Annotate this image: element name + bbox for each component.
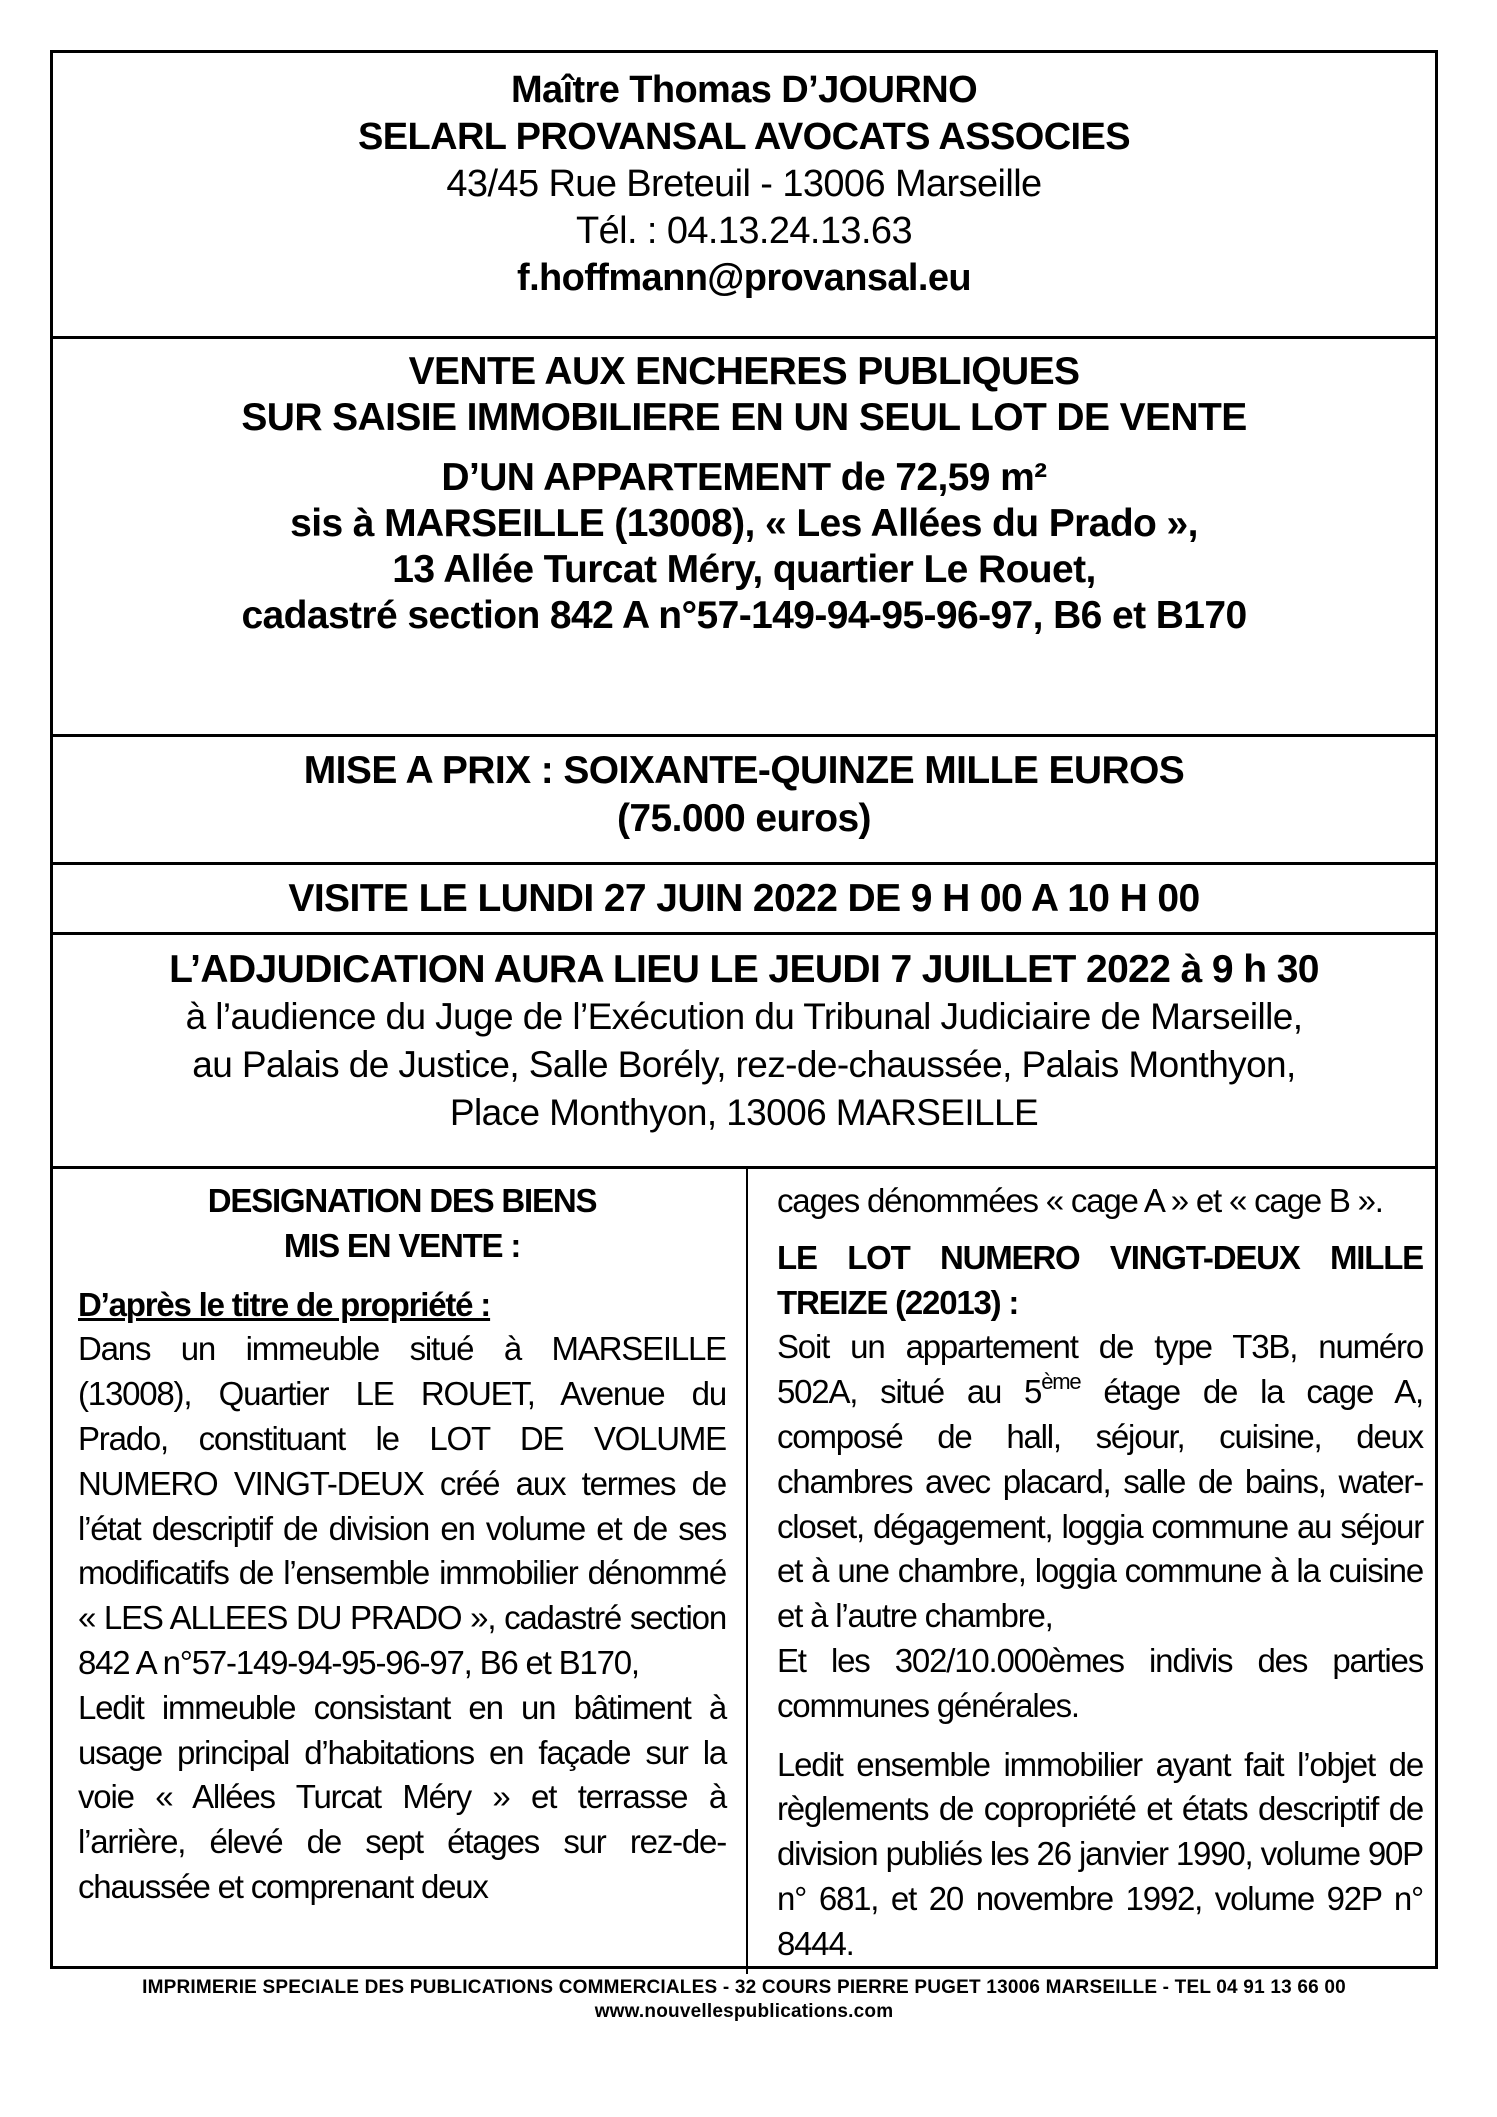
visit-date: VISITE LE LUNDI 27 JUIN 2022 DE 9 H 00 A 10 H 00 (288, 877, 1200, 920)
co-ownership-rules: Ledit ensemble immobilier ayant fait l’objet de règlements de copropriété et états descriptif de division publiés les 26 janvier 1990, volume 90P n° 681, et 20 novembre 1992, volume 92P n° 8444. (777, 1745, 1423, 1962)
firm-phone: Tél. : 04.13.24.13.63 (576, 210, 912, 252)
right-column (777, 1179, 1423, 1967)
building-description: Dans un immeuble situé à MARSEILLE (13008), Quartier LE ROUET, Avenue du Prado, constituant le LOT DE VOLUME NUMERO VINGT-DEUX créé aux termes de l’état descriptif de division en volume et de ses modificatifs de l’ensemble immobilier dénommé « LES ALLEES DU PRADO », cadastré section 842 A n°57-149-94-95-96-97, B6 et B170, (78, 1330, 726, 1681)
column-divider (746, 1169, 748, 1974)
property-desc-line3: 13 Allée Turcat Méry, quartier Le Rouet, (392, 548, 1096, 591)
adjudication-line2: au Palais de Justice, Salle Borély, rez-de-chaussée, Palais Monthyon, (192, 1044, 1296, 1085)
starting-price-amount: (75.000 euros) (617, 797, 871, 840)
building-composition-continued: cages dénommées « cage A » et « cage B ». (777, 1182, 1383, 1219)
sale-title-line1: VENTE AUX ENCHERES PUBLIQUES (408, 350, 1080, 393)
lot-shares: Et les 302/10.000èmes indivis des parties communes générales. (777, 1641, 1423, 1724)
printer-address: IMPRIMERIE SPECIALE DES PUBLICATIONS COMMERCIALES - 32 COURS PIERRE PUGET 13006 MARSEILLE - TEL 04 91 13 66 00 (142, 1977, 1346, 1998)
lot-description: Soit un appartement de type T3B, numéro 502A, situé au 5ème étage de la cage A, composé de hall, séjour, cuisine, deux chambres avec placard, salle de bains, water-closet, dégagement, loggia commune au séjour et à une chambre, loggia commune à la cuisine et à l’autre chambre, (777, 1328, 1423, 1635)
legal-notice-frame (50, 50, 1438, 1969)
designation-heading-line1: DESIGNATION DES BIENS (207, 1182, 597, 1219)
adjudication-title: L’ADJUDICATION AURA LIEU LE JEUDI 7 JUILLET 2022 à 9 h 30 (169, 948, 1319, 991)
designation-heading-line2: MIS EN VENTE : (283, 1226, 521, 1264)
designation-columns (53, 1169, 1435, 1974)
sale-title-line2: SUR SAISIE IMMOBILIERE EN UN SEUL LOT DE VENTE (241, 396, 1247, 439)
starting-price-words: MISE A PRIX : SOIXANTE-QUINZE MILLE EUROS (303, 749, 1185, 792)
starting-price-section (53, 737, 1435, 862)
left-column (78, 1179, 726, 1910)
property-desc-line1: D’UN APPARTEMENT de 72,59 m² (441, 456, 1047, 499)
printer-footer (50, 1976, 1438, 2024)
property-desc-line4: cadastré section 842 A n°57-149-94-95-96-97, B6 et B170 (241, 594, 1247, 637)
adjudication-line1: à l’audience du Juge de l’Exécution du Tribunal Judiciaire de Marseille, (185, 996, 1303, 1037)
lawyer-name: Maître Thomas D’JOURNO (510, 69, 978, 111)
lawyer-header (53, 53, 1435, 336)
adjudication-line3: Place Monthyon, 13006 MARSEILLE (449, 1092, 1039, 1133)
adjudication-section (53, 935, 1435, 1166)
law-firm-name: SELARL PROVANSAL AVOCATS ASSOCIES (358, 116, 1130, 158)
lot-title: LE LOT NUMERO VINGT-DEUX MILLE TREIZE (22013) : (777, 1238, 1423, 1321)
building-composition: Ledit immeuble consistant en un bâtiment à usage principal d’habitations en façade sur la voie « Allées Turcat Méry » et terrasse à l’arrière, élevé de sept étages sur rez-de-chaussée et comprenant deux (78, 1688, 726, 1905)
title-deed-subheading: D’après le titre de propriété : (78, 1285, 491, 1323)
firm-email: f.hoffmann@provansal.eu (517, 257, 971, 299)
printer-website-link[interactable]: www.nouvellespublications.com (594, 2001, 894, 2022)
sale-section (53, 339, 1435, 734)
visit-section (53, 865, 1435, 932)
property-desc-line2: sis à MARSEILLE (13008), « Les Allées du Prado », (290, 502, 1198, 545)
firm-address: 43/45 Rue Breteuil - 13006 Marseille (446, 163, 1042, 205)
